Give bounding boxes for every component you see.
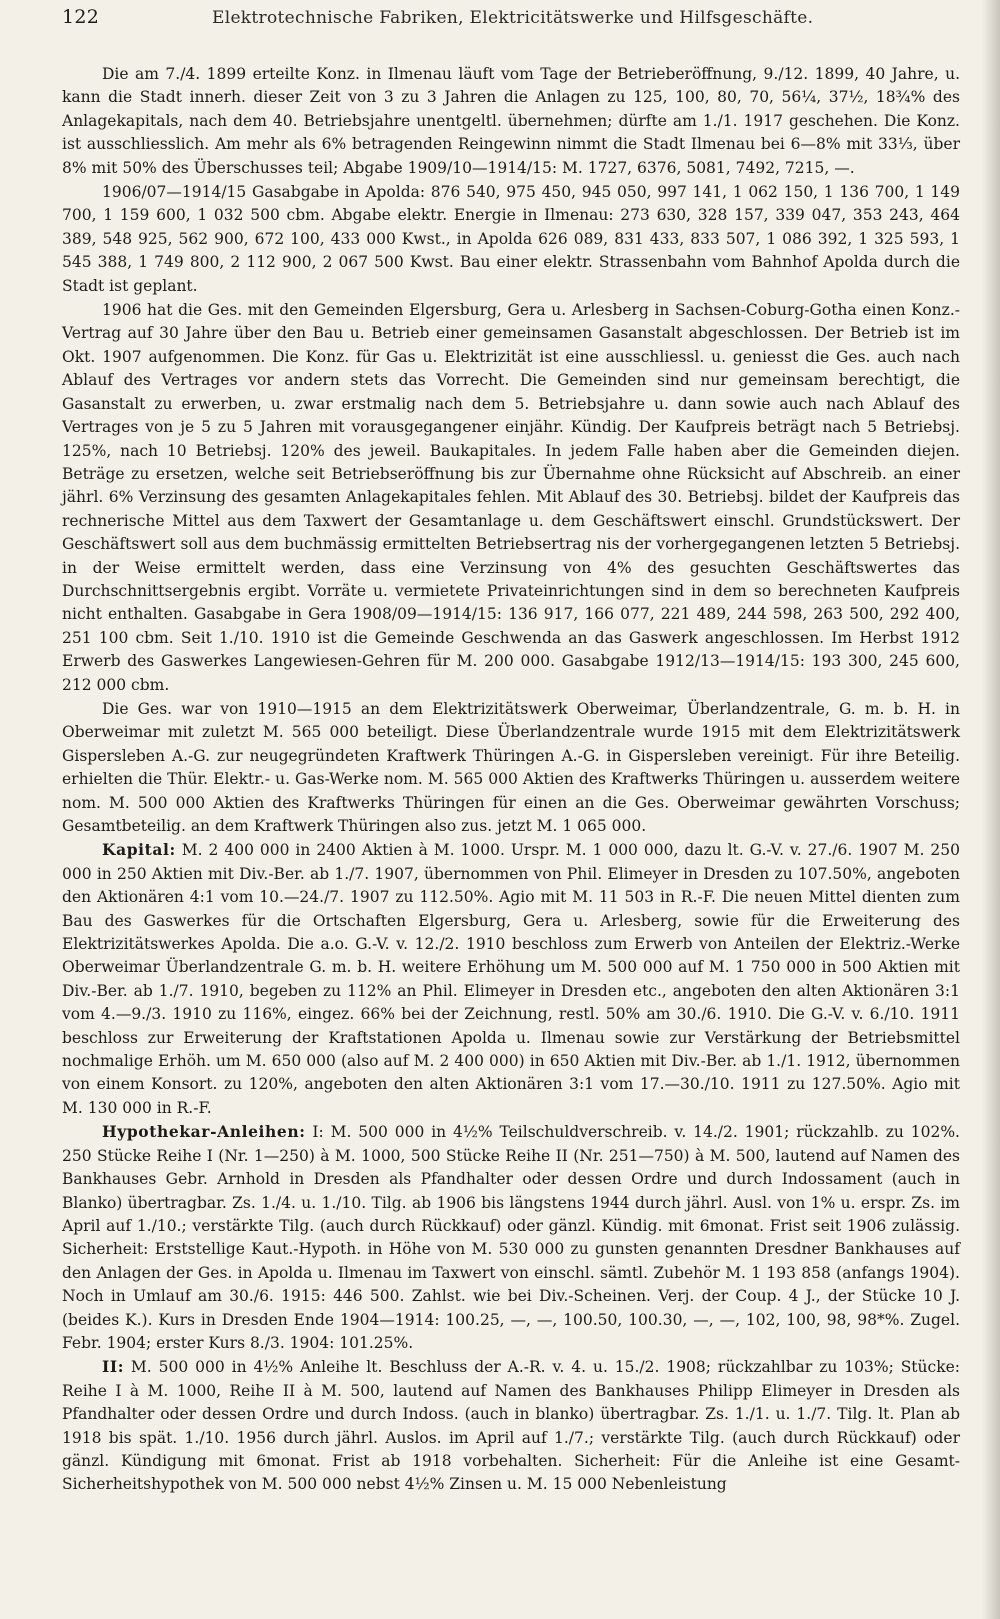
paragraph-text: Die am 7./4. 1899 erteilte Konz. in Ilmenau läuft vom Tage der Betrieberöffnung, 9./12. 1899, 40 Jahre, u. kann die Stadt innerh. dieser Zeit von 3 zu 3 Jahren die Anlagen zu 125, 100, 80, 70, 56¼, 37½, 18¾% des Anlagekapitals, nach dem 40. Betriebsjahre unentgeltl. übernehmen; dürfte am 1./1. 1917 geschehen. Die Konz. ist ausschliesslich. Am mehr als 6% betragenden Reingewinn nimmt die Stadt Ilmenau bei 6—8% mit 33⅓, über 8% mit 50% des Überschusses teil; Abgabe 1909/10—1914/15: M. 1727, 6376, 5081, 7492, 7215, —. (62, 65, 960, 177)
paragraph-text: M. 2 400 000 in 2400 Aktien à M. 1000. Urspr. M. 1 000 000, dazu lt. G.-V. v. 27./6. 1907 M. 250 000 in 250 Aktien mit Div.-Ber. ab 1./7. 1907, übernommen von Phil. Elimeyer in Dresden zu 107.50%, angeboten den Aktionären 4:1 vom 10.—24./7. 1907 zu 112.50%. Agio mit M. 11 503 in R.-F. Die neuen Mittel dienten zum Bau des Gaswerkes für die Ortschaften Elgersburg, Gera u. Arlesberg, sowie für die Erweiterung des Elektrizitätswerkes Apolda. Die a.o. G.-V. v. 12./2. 1910 beschloss zum Erwerb von Anteilen der Elektriz.-Werke Oberweimar Überlandzentrale G. m. b. H. weitere Erhöhung um M. 500 000 auf M. 1 750 000 in 500 Aktien mit Div.-Ber. ab 1./7. 1910, begeben zu 112% an Phil. Elimeyer in Dresden etc., angeboten den alten Aktionären 3:1 vom 4.—9./3. 1910 zu 116%, eingez. 66% bei der Zeichnung, restl. 50% am 30./6. 1910. Die G.-V. v. 6./10. 1911 beschloss zur Erweiterung der Kraftstationen Apolda u. Ilmenau sowie zur Verstärkung der Betriebsmittel nochmalige Erhöh. um M. 650 000 (also auf M. 2 400 000) in 650 Aktien mit Div.-Ber. ab 1./1. 1912, übernommen von einem Konsort. zu 120%, angeboten den alten Aktionären 3:1 vom 17.—30./10. 1911 zu 127.50%. Agio mit M. 130 000 in R.-F. (62, 841, 960, 1117)
paragraph-text: I: M. 500 000 in 4½% Teilschuldverschreib. v. 14./2. 1901; rückzahlb. zu 102%. 250 Stücke Reihe I (Nr. 1—250) à M. 1000, 500 Stücke Reihe II (Nr. 251—750) à M. 500, lautend auf Namen des Bankhauses Gebr. Arnhold in Dresden als Pfandhalter oder dessen Ordre und durch Indossament (auch in Blanko) übertragbar. Zs. 1./4. u. 1./10. Tilg. ab 1906 bis längstens 1944 durch jährl. Ausl. von 1% u. erspr. Zs. im April auf 1./10.; verstärkte Tilg. (auch durch Rückkauf) oder gänzl. Kündig. mit 6monat. Frist seit 1906 zulässig. Sicherheit: Erststellige Kaut.-Hypoth. in Höhe von M. 530 000 zu gunsten genannten Dresdner Bankhauses auf den Anlagen der Ges. in Apolda u. Ilmenau im Taxwert von einschl. sämtl. Zubehör M. 1 193 858 (anfangs 1904). Noch in Umlauf am 30./6. 1915: 446 500. Zahlst. wie bei Div.-Scheinen. Verj. der Coup. 4 J., der Stücke 10 J. (beides K.). Kurs in Dresden Ende 1904—1914: 100.25, —, —, 100.50, 100.30, —, —, 102, 100, 98, 98*%. Zugel. Febr. 1904; erster Kurs 8./3. 1904: 101.25%. (62, 1123, 960, 1352)
paragraph-text: 1906 hat die Ges. mit den Gemeinden Elgersburg, Gera u. Arlesberg in Sachsen-Coburg-Gotha einen Konz.-Vertrag auf 30 Jahre über den Bau u. Betrieb einer gemeinsamen Gasanstalt abgeschlossen. Der Betrieb ist im Okt. 1907 aufgenommen. Die Konz. für Gas u. Elektrizität ist eine ausschliessl. u. geniesst die Ges. auch nach Ablauf des Vertrages vor andern stets das Vorrecht. Die Gemeinden sind nur gemeinsam berechtigt, die Gasanstalt zu erwerben, u. zwar erstmalig nach dem 5. Betriebsjahre u. dann sowie auch nach Ablauf des Vertrages von je 5 zu 5 Jahren mit vorausgegangener einjähr. Kündig. Der Kaufpreis beträgt nach 5 Betriebsj. 125%, nach 10 Betriebsj. 120% des jeweil. Baukapitales. In jedem Falle haben aber die Gemeinden diejen. Beträge zu ersetzen, welche seit Betriebseröffnung bis zur Übernahme ohne Rücksicht auf Abschreib. an einer jährl. 6% Verzinsung des gesamten Anlagekapitales fehlen. Mit Ablauf des 30. Betriebsj. bildet der Kaufpreis das rechnerische Mittel aus dem Taxwert der Gesamtanlage u. dem Geschäftswert einschl. Grundstückswert. Der Geschäftswert soll aus dem buchmässig ermittelten Betriebsertrag nis der vorhergegangenen letzten 5 Betriebsj. in der Weise ermittelt werden, dass eine Verzinsung von 4% des gesuchten Geschäftswertes das Durchschnittsergebnis ergibt. Vorräte u. vermietete Privateinrichtungen sind in dem so berechneten Kaufpreis nicht enthalten. Gasabgabe in Gera 1908/09—1914/15: 136 917, 166 077, 221 489, 244 598, 263 500, 292 400, 251 100 cbm. Seit 1./10. 1910 ist die Gemeinde Geschwenda an das Gaswerk angeschlossen. Im Herbst 1912 Erwerb des Gaswerkes Langewiesen-Gehren für M. 200 000. Gasabgabe 1912/13—1914/15: 193 300, 245 600, 212 000 cbm. (62, 301, 960, 694)
page-header (62, 6, 960, 40)
paragraph-gas-output (62, 180, 960, 298)
page-number: 122 (62, 6, 100, 28)
body-text (62, 62, 960, 1497)
paragraph-text: 1906/07—1914/15 Gasabgabe in Apolda: 876 540, 975 450, 945 050, 997 141, 1 062 150, 1 136 700, 1 149 700, 1 159 600, 1 032 500 cbm. Abgabe elektr. Energie in Ilmenau: 273 630, 328 157, 339 047, 353 243, 464 389, 548 925, 562 900, 672 100, 433 000 Kwst., in Apolda 626 089, 831 433, 833 507, 1 086 392, 1 325 593, 1 545 388, 1 749 800, 2 112 900, 2 067 500 Kwst. Bau einer elektr. Strassenbahn vom Bahnhof Apolda durch die Stadt ist geplant. (62, 183, 960, 295)
paragraph-kapital (62, 838, 960, 1120)
paragraph-text: Die Ges. war von 1910—1915 an dem Elektrizitätswerk Oberweimar, Überlandzentrale, G. m. b. H. in Oberweimar mit zuletzt M. 565 000 beteiligt. Diese Überlandzentrale wurde 1915 mit dem Elektrizitätswerk Gispersleben A.-G. zur neugegründeten Kraftwerk Thüringen A.-G. in Gispersleben vereinigt. Für ihre Beteilig. erhielten die Thür. Elektr.- u. Gas-Werke nom. M. 565 000 Aktien des Kraftwerks Thüringen u. ausserdem weitere nom. M. 500 000 Aktien des Kraftwerks Thüringen für einen an die Ges. Oberweimar gewährten Vorschuss; Gesamtbeteilig. an dem Kraftwerk Thüringen also zus. jetzt M. 1 065 000. (62, 699, 960, 835)
paragraph-lead: Hypothekar-Anleihen: (102, 1122, 306, 1142)
paragraph-text: M. 500 000 in 4½% Anleihe lt. Beschluss der A.-R. v. 4. u. 15./2. 1908; rückzahlbar zu 103%; Stücke: Reihe I à M. 1000, Reihe II à M. 500, lautend auf Namen des Bankhauses Philipp Elimeyer in Dresden als Pfandhalter oder dessen Ordre und durch Indoss. (auch in blanko) übertragbar. Zs. 1./1. u. 1./7. Tilg. lt. Plan ab 1918 bis spät. 1./10. 1956 durch jährl. Auslos. im April auf 1./7.; verstärkte Tilg. (auch durch Rückkauf) oder gänzl. Kündigung mit 6monat. Frist ab 1918 vorbehalten. Sicherheit: Für die Anleihe ist eine Gesamt-Sicherheitshypothek von M. 500 000 nebst 4½% Zinsen u. M. 15 000 Nebenleistung (62, 1358, 960, 1494)
paragraph-anleihe-ii (62, 1355, 960, 1496)
paragraph-gas-contract (62, 298, 960, 697)
running-title: Elektrotechnische Fabriken, Elektricitätswerke und Hilfsgeschäfte. (212, 8, 814, 28)
paragraph-ilmenau-concession (62, 62, 960, 180)
page-edge-shadow (982, 0, 1000, 1619)
paragraph-participation (62, 697, 960, 838)
paragraph-hypothekar-anleihen (62, 1120, 960, 1355)
paragraph-lead: Kapital: (102, 840, 176, 860)
paragraph-lead: II: (102, 1357, 125, 1377)
